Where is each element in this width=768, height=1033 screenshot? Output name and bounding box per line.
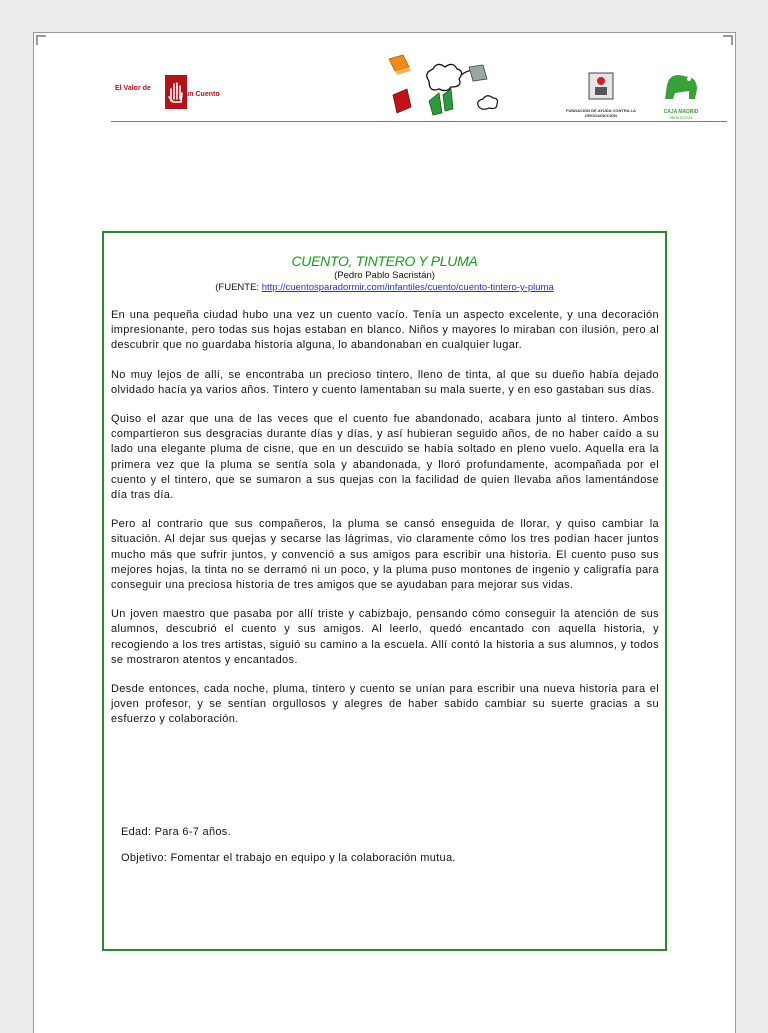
story-source: [104, 282, 665, 293]
paragraph: En una pequeña ciudad hubo una vez un cuento vacío. Tenía un aspecto excelente, y una decoración impresionante, pero todas sus hojas estaban en blanco. Niños y mayores lo miraban con ilusión, pero al descubrir que no guardaba historia alguna, lo abandonaban en cualquier lugar.: [111, 309, 659, 352]
objective-label: Objetivo:: [121, 852, 168, 864]
books-and-clouds-illustration: [311, 53, 501, 123]
corner-mark-top-left: [36, 35, 46, 45]
story-title: CUENTO, TINTERO Y PLUMA: [291, 253, 478, 269]
story-author: (Pedro Pablo Sacristán): [334, 270, 435, 281]
logo-text-line2: un Cuento: [185, 91, 220, 98]
document-page: [33, 32, 736, 1033]
story-body: [111, 308, 659, 742]
age-line: [121, 826, 651, 838]
fad-emblem-icon: [587, 71, 615, 101]
paragraph: Quiso el azar que una de las veces que el cuento fue abandonado, acabara junto al tintero. Ambos compartieron sus desgracias durante días y días, y así hubieran seguido años, de no haber caído a su lado una elegante pluma de cisne, que en un descuido se había soltado en pleno vuelo. Aquella era la primera vez que la pluma se sentía sola y abandonada, y lloró profundamente, acompañada por el cuento y el tintero, que se sumaron a sus quejas con la facilidad de quien llevaba años lamentándose día tras día.: [111, 413, 659, 502]
objective-line: [121, 852, 651, 864]
corner-mark-top-right: [723, 35, 733, 45]
logo-text-line1: El Valor de: [115, 85, 151, 92]
logo-fundacion-ayuda: [561, 65, 641, 120]
header: [111, 53, 727, 123]
bear-logo-icon: [661, 69, 701, 105]
paragraph: Desde entonces, cada noche, pluma, tintero y cuento se unían para escribir una nueva historia para el joven profesor, y se sentían orgullosos y alegres de haber sabido cambiar su suerte gracias a su esfuerzo y colaboración.: [111, 683, 659, 726]
age-value: Para 6-7 años.: [151, 826, 231, 838]
hand-logo-icon: [165, 75, 187, 109]
paragraph: Un joven maestro que pasaba por allí triste y cabizbajo, pensando cómo conseguir la atención de sus alumnos, descubrió el cuento y sus amigos. Al leerlo, quedó encantado con aquella historia, y recogiendo a los tres artistas, siguió su camino a la escuela. Allí contó la historia a sus alumnos, y todos se mostraron atentos y encantados.: [111, 608, 659, 666]
objective-value: Fomentar el trabajo en equipo y la colaboración mutua.: [167, 852, 456, 864]
source-prefix: (FUENTE:: [215, 282, 262, 293]
source-link[interactable]: http://cuentosparadormir.com/infantiles/cuento/cuento-tintero-y-pluma: [261, 282, 554, 293]
logo-el-valor-de-un-cuento: [115, 75, 235, 115]
header-divider: [111, 121, 727, 122]
fad-caption: FUNDACIÓN DE AYUDA CONTRA LA DROGADICCIÓN: [566, 108, 636, 118]
paragraph: Pero al contrario que sus compañeros, la pluma se cansó enseguida de llorar, y quiso cambiar la situación. Al dejar sus quejas y secarse las lágrimas, vio claramente cómo los tres podían hacer juntos mucho más que sufrir juntos, y convenció a sus amigos para escribir una historia. El cuento puso sus mejores hojas, la tinta no se derramó ni un poco, y la pluma puso montones de ingenio y caligrafía para conseguir una preciosa historia de tres amigos que se ayudaban para mejorar sus vidas.: [111, 518, 659, 592]
age-label: Edad:: [121, 826, 152, 838]
paragraph: No muy lejos de allí, se encontraba un precioso tintero, lleno de tinta, al que su dueño había dejado olvidado hacía ya varios años. Tintero y cuento lamentaban su mala suerte, y en eso gastaban sus días.: [111, 368, 659, 396]
story-box: [102, 231, 667, 951]
caja-caption: CAJA MADRID: [663, 109, 699, 115]
caja-subcaption: OBRA SOCIAL: [669, 116, 693, 120]
logo-caja-madrid: [646, 65, 716, 120]
story-meta: [121, 826, 651, 878]
